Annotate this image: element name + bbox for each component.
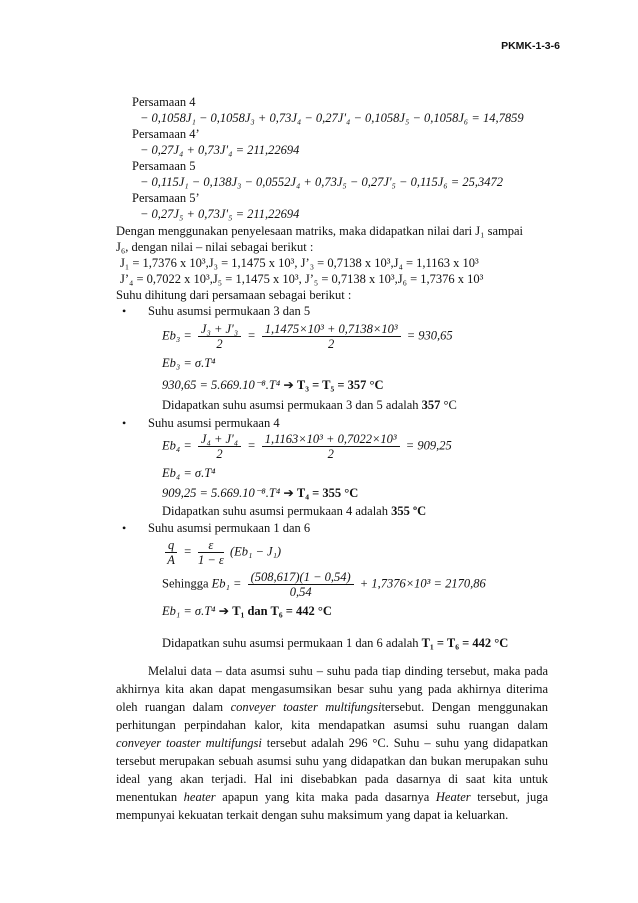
bullet-3-result: Didapatkan suhu asumsi permukaan 1 dan 6 adalah T₁ = T₆ = 442 °C — [162, 636, 509, 650]
values-line-1: J₁ = 1,7376 x 10³,J₃ = 1,1475 x 10³, J’₃ = 0,7138 x 10³,J₄ = 1,1163 x 10³ — [120, 256, 479, 270]
bullet-1-label: Suhu asumsi permukaan 3 dan 5 — [148, 304, 311, 318]
arrow-icon: ➔ — [283, 378, 294, 392]
equation-label-5p: Persamaan 5’ — [132, 191, 200, 205]
bullet-2-label: Suhu asumsi permukaan 4 — [148, 416, 280, 430]
arrow-icon: ➔ — [283, 486, 294, 500]
page-code-header: PKMK-1-3-6 — [501, 40, 560, 52]
equation-4: − 0,1058J₁ − 0,1058J₃ + 0,73J₄ − 0,27J'₄ − 0,1058J₅ − 0,1058J₆ = 14,7859 — [140, 111, 524, 125]
equation-label-5: Persamaan 5 — [132, 159, 196, 173]
eb3-sigma-equation: Eb₃ = σ.T⁴ — [162, 356, 216, 370]
bullet-icon: • — [122, 304, 127, 318]
bullet-icon: • — [122, 521, 127, 535]
eb4-equation: Eb₄ = $\frac{\text{J₄ + J'₄}}{2}$ = $\frac{\text{1,1163×10³ + 0,7022×10³}}{2}$ = 909,25 — [162, 432, 452, 461]
equation-label-4p: Persamaan 4’ — [132, 127, 200, 141]
t1-equation: Eb₁ = σ.T⁴ ➔ T₁ dan T₆ = 442 °C — [162, 604, 332, 618]
t3-equation: 930,65 = 5.669.10⁻⁸.T⁴ ➔ T₃ = T₅ = 357 °C — [162, 378, 384, 392]
values-line-2: J’₄ = 0,7022 x 10³,J₅ = 1,1475 x 10³, J’₅ = 0,7138 x 10³,J₆ = 1,7376 x 10³ — [120, 272, 484, 286]
suhu-intro: Suhu dihitung dari persamaan sebagai berikut : — [116, 288, 352, 302]
bullet-1-result: Didapatkan suhu asumsi permukaan 3 dan 5 adalah 357 °C — [162, 398, 457, 412]
eb4-sigma-equation: Eb₄ = σ.T⁴ — [162, 466, 216, 480]
eb3-equation: Eb₃ = $\frac{\text{J₃ + J'₃}}{2}$ = $\frac{\text{1,1475×10³ + 0,7138×10³}}{2}$ = 930,65 — [162, 322, 453, 351]
equation-5p: − 0,27J₅ + 0,73J'₅ = 211,22694 — [140, 207, 300, 221]
arrow-icon: ➔ — [218, 604, 230, 618]
equation-label-4: Persamaan 4 — [132, 95, 196, 109]
equation-5: − 0,115J₁ − 0,138J₃ − 0,0552J₄ + 0,73J₅ − 0,27J'₅ − 0,115J₆ = 25,3472 — [140, 175, 503, 189]
matrix-intro: Dengan menggunakan penyelesaan matriks, maka didapatkan nilai dari J₁ sampai — [116, 224, 524, 238]
bullet-3-label: Suhu asumsi permukaan 1 dan 6 — [148, 521, 311, 535]
q-over-a-equation: $\frac{q}{A}$ = $\frac{\varepsilon}{1 - \varepsilon}$ (Eb₁ − J₁) — [162, 538, 281, 567]
equation-4p: − 0,27J₄ + 0,73J'₄ = 211,22694 — [140, 143, 300, 157]
eb1-equation: Sehingga Eb₁ = $\frac{(508,617)(1 - 0,54)}{0,54}$ + 1,7376×10³ = 2170,86 — [162, 570, 486, 599]
conclusion-paragraph: Melalui data – data asumsi suhu – suhu pada tiap dinding tersebut, maka pada akhirnya kita akan dapat mengasumsikan besar suhu yang pada akhirnya diterima oleh ruangan dalam conveyer toaster multifungsitersebut. Dengan menggunakan perhitungan perpindahan kalor, kita mendapatkan asumsi suhu ruangan dalam conveyer toaster multifungsi tersebut adalah 296 °C. Suhu – suhu yang didapatkan tersebut merupakan sebuah asumsi suhu yang didapatkan dan bukan merupakan suhu ideal yang akan terjadi. Hal ini disebabkan pada dasarnya di saat kita untuk menentukan heater apapun yang kita maka pada dasarnya Heater tersebut, juga mempunyai kekuatan terkait dengan suhu maksimum yang dapat ia keluarkan. — [116, 664, 548, 822]
bullet-2-result: Didapatkan suhu asumsi permukaan 4 adalah 355 ºC — [162, 504, 427, 518]
bullet-icon: • — [122, 416, 127, 430]
t4-equation: 909,25 = 5.669.10⁻⁸.T⁴ ➔ T₄ = 355 °C — [162, 486, 359, 500]
matrix-intro-2: J₆, dengan nilai – nilai sebagai berikut : — [116, 240, 314, 254]
